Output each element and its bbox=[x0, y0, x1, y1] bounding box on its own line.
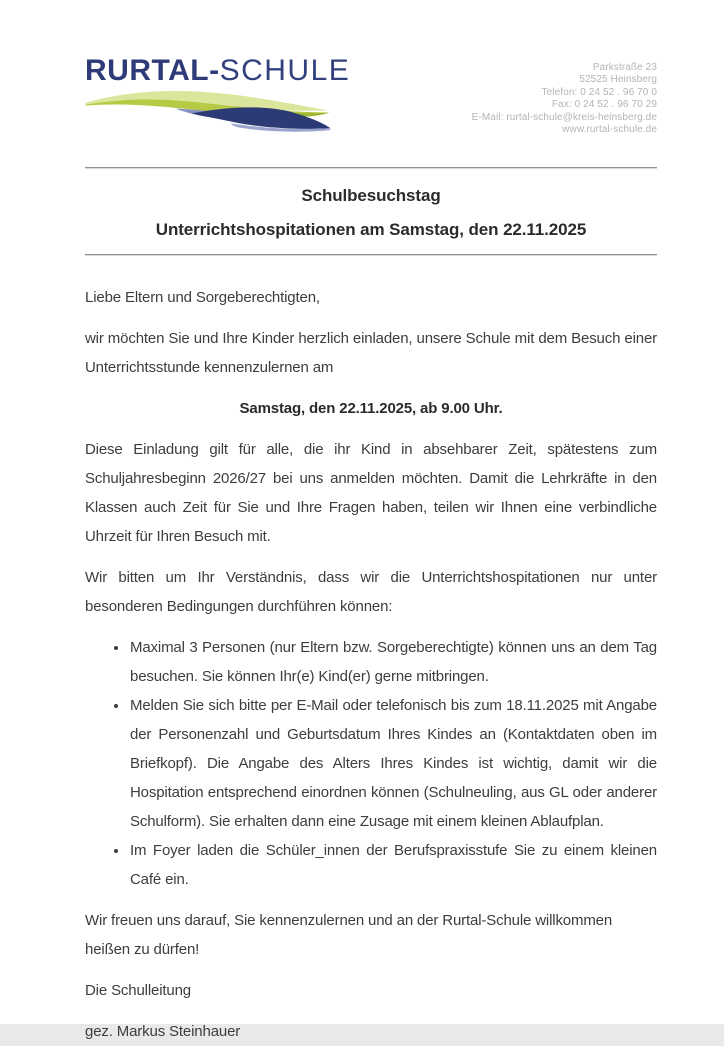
conditions-paragraph: Wir bitten um Ihr Verständnis, dass wir die Unterrichtshospitationen nur unter besonderen Bedingungen durchführen können: bbox=[85, 569, 657, 615]
logo-text-bold: RURTAL- bbox=[85, 54, 220, 87]
contact-phone: Telefon: 0 24 52 . 96 70 0 bbox=[541, 86, 657, 98]
signature: gez. Markus Steinhauer bbox=[85, 1023, 241, 1040]
closing-paragraph: Wir freuen uns darauf, Sie kennenzulernen und an der Rurtal-Schule willkommen heißen zu dürfen! bbox=[85, 912, 613, 958]
school-logo bbox=[85, 55, 350, 133]
salutation: Liebe Eltern und Sorgeberechtigten, bbox=[85, 289, 320, 306]
contact-fax: Fax: 0 24 52 . 96 70 29 bbox=[551, 99, 657, 111]
signoff: Die Schulleitung bbox=[85, 982, 191, 999]
logo-wordmark bbox=[85, 55, 350, 87]
letter-title: Schulbesuchstag bbox=[301, 186, 441, 205]
contact-block bbox=[472, 55, 657, 136]
logo-text-light: SCHULE bbox=[219, 54, 351, 87]
letterhead bbox=[85, 55, 657, 151]
contact-website: www.rurtal-schule.de bbox=[562, 124, 657, 136]
intro-paragraph: wir möchten Sie und Ihre Kinder herzlich einladen, unsere Schule mit dem Besuch einer Unterrichtsstunde kennenzulernen am bbox=[85, 330, 657, 376]
contact-email: E-Mail: rurtal-schule@kreis-heinsberg.de bbox=[471, 111, 657, 123]
list-item-cafe: • Im Foyer laden die Schüler_innen der Berufspraxisstufe Sie zu einem kleinen Café ein. bbox=[129, 836, 657, 894]
contact-city: 52525 Heinsberg bbox=[579, 74, 657, 86]
list-item-max-persons: • Maximal 3 Personen (nur Eltern bzw. Sorgeberechtigte) können uns an dem Tag besuchen. Sie können Ihr(e) Kind(er) gerne mitbringen. bbox=[129, 633, 657, 691]
event-date-line: Samstag, den 22.11.2025, ab 9.00 Uhr. bbox=[239, 400, 503, 417]
title-block bbox=[85, 169, 657, 254]
letter-body bbox=[85, 283, 657, 1046]
list-item-registration: • Melden Sie sich bitte per E-Mail oder telefonisch bis zum 18.11.2025 mit Angabe der Personenzahl und Geburtsdatum Ihres Kindes an (Kontaktdaten oben im Briefkopf). Die Angabe des Alters Ihres Kindes ist wichtig, damit wir die Hospitation entsprechend einordnen können (Schulneuling, aus GL oder anderer Schulform). Sie erhalten dann eine Zusage mit einem kleinen Ablaufplan. bbox=[129, 691, 657, 836]
contact-street: Parkstraße 23 bbox=[592, 62, 657, 73]
invitation-paragraph: Diese Einladung gilt für alle, die ihr Kind in absehbarer Zeit, spätestens zum Schuljahresbeginn 2026/27 bei uns anmelden möchten. Damit die Lehrkräfte in den Klassen auch Zeit für Sie und Ihre Fragen haben, teilen wir Ihnen eine verbindliche Uhrzeit für Ihren Besuch mit. bbox=[85, 441, 657, 545]
divider-bottom bbox=[85, 254, 657, 256]
conditions-list bbox=[85, 633, 657, 894]
logo-wave-icon bbox=[85, 88, 331, 133]
letter-subtitle: Unterrichtshospitationen am Samstag, den 22.11.2025 bbox=[155, 220, 587, 239]
